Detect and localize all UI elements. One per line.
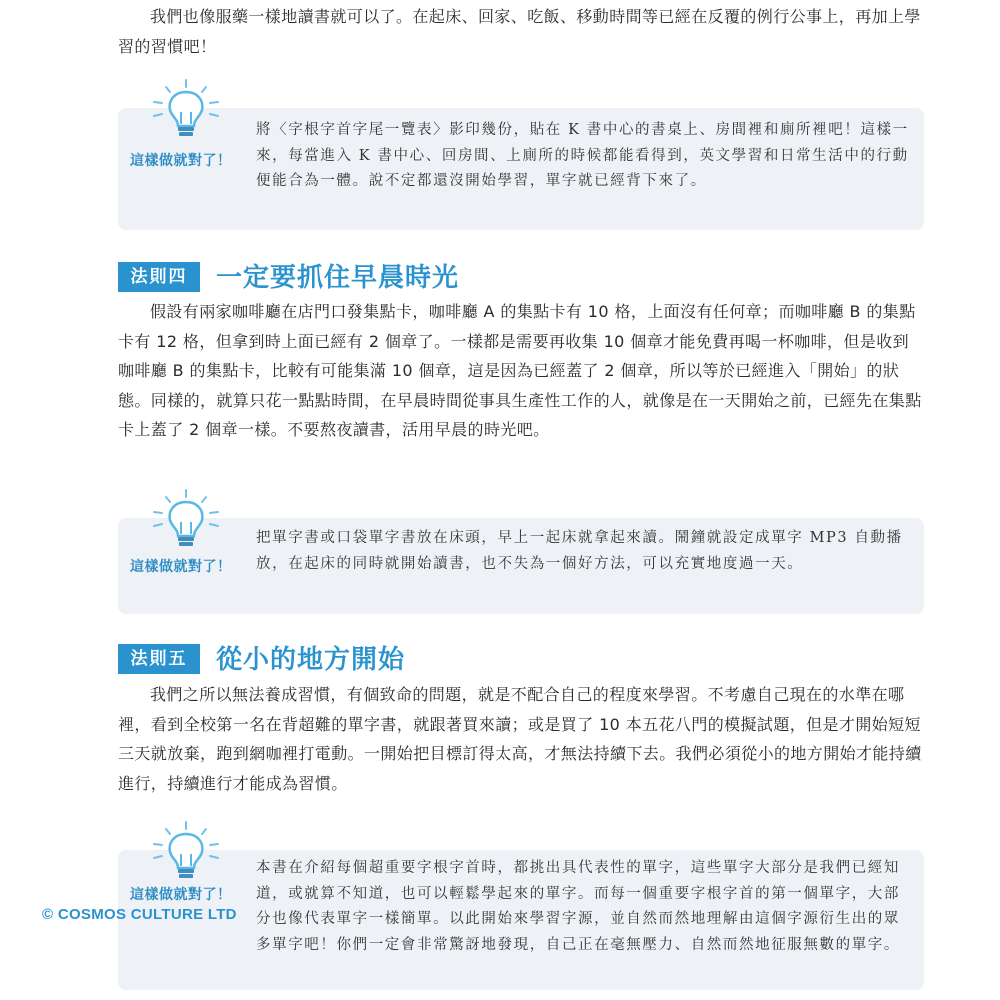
section-title: 一定要抓住早晨時光	[216, 263, 460, 293]
tip-label: 這樣做就對了！	[130, 887, 232, 903]
copyright-watermark: © COSMOS CULTURE LTD	[42, 906, 237, 923]
tip-text: 本書在介紹每個超重要字根字首時，都挑出具代表性的單字，這些單字大部分是我們已經知道，或就算不知道，也可以輕鬆學起來的單字。而每一個重要字根字首的第一個單字，大部分也像代表單字一樣簡單。以此開始來學習字源，並自然而然地理解由這個字源衍生出的眾多單字吧！你們一定會非常驚訝地發現，自己正在毫無壓力、自然而然地征服無數的單字。	[256, 860, 900, 953]
tip-text: 把單字書或口袋單字書放在床頭，早上一起床就拿起來讀。鬧鐘就設定成單字 MP3 自動播放，在起床的同時就開始讀書，也不失為一個好方法，可以充實地度過一天。	[256, 530, 903, 572]
lightbulb-icon	[146, 78, 226, 140]
rule-badge: 法則四	[118, 262, 200, 292]
section-paragraph: 假設有兩家咖啡廳在店門口發集點卡，咖啡廳 A 的集點卡有 10 格，上面沒有任何章；而咖啡廳 B 的集點卡有 12 格，但拿到時上面已經有 2 個章了。一樣都是需要再收集 10 個章才能免費再喝一杯咖啡，但是收到咖啡廳 B 的集點卡，比較有可能集滿 10 個章，這是因為已經蓋了 2 個章，所以等於已經進入「開始」的狀態。同樣的，就算只花一點點時間，在早晨時間從事具生產性工作的人，就像是在一天開始之前，已經先在集點卡上蓋了 2 個章一樣。不要熬夜讀書，活用早晨的時光吧。	[118, 302, 922, 439]
tip-label: 這樣做就對了！	[130, 559, 232, 575]
lightbulb-icon	[146, 820, 226, 882]
rule-badge: 法則五	[118, 644, 200, 674]
section-title: 從小的地方開始	[216, 645, 406, 675]
lightbulb-icon	[146, 488, 226, 550]
tip-box	[118, 850, 924, 990]
tip-box	[118, 108, 924, 230]
tip-text: 將〈字根字首字尾一覽表〉影印幾份，貼在 K 書中心的書桌上、房間裡和廁所裡吧！這樣一來，每當進入 K 書中心、回房間、上廁所的時候都能看得到，英文學習和日常生活中的行動便能合為一體。說不定都還沒開始學習，單字就已經背下來了。	[256, 122, 909, 189]
tip-label: 這樣做就對了！	[130, 153, 232, 169]
section-paragraph: 我們之所以無法養成習慣，有個致命的問題，就是不配合自己的程度來學習。不考慮自己現在的水準在哪裡，看到全校第一名在背超難的單字書，就跟著買來讀；或是買了 10 本五花八門的模擬試題，但是才開始短短三天就放棄，跑到網咖裡打電動。一開始把目標訂得太高，才無法持續下去。我們必須從小的地方開始才能持續進行，持續進行才能成為習慣。	[118, 685, 922, 793]
intro-paragraph: 我們也像服藥一樣地讀書就可以了。在起床、回家、吃飯、移動時間等已經在反覆的例行公事上，再加上學習的習慣吧！	[118, 7, 921, 56]
tip-box	[118, 518, 924, 614]
